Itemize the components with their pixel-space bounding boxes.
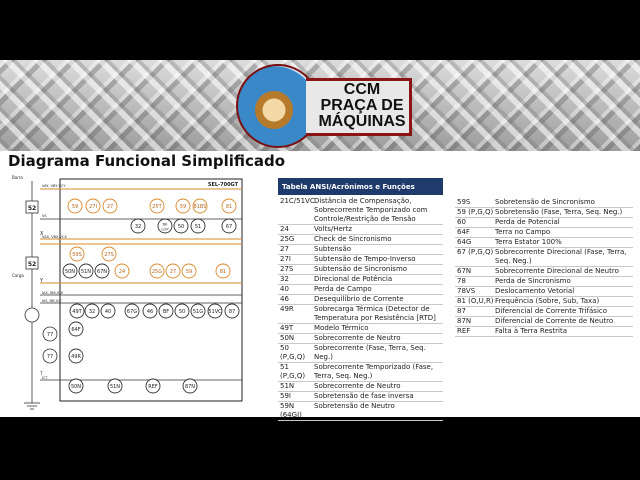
page-title: Diagrama Funcional Simplificado (8, 152, 286, 170)
svg-text:40: 40 (104, 309, 112, 315)
signal-note: IAX, IBX,ICX (42, 291, 63, 295)
ansi-description: Sobrecorrente Temporizado (Fase, Terra, Seq. Neg.) (314, 363, 434, 380)
svg-text:50: 50 (177, 224, 185, 230)
ansi-code: 25G (280, 235, 295, 243)
ansi-table-left (278, 197, 443, 421)
svg-text:49T: 49T (72, 309, 82, 315)
ansi-description: Subtensão de Tempo-Inverso (314, 255, 416, 263)
ansi-code: 67N (457, 267, 472, 275)
ansi-code: 51N (280, 382, 295, 390)
table-row (455, 267, 633, 277)
function-circle (103, 199, 117, 213)
ansi-description: Diferencial de Corrente de Neutro (495, 317, 614, 325)
table-row (278, 392, 443, 402)
ansi-description: Deslocamento Vetorial (495, 287, 575, 295)
function-circle (69, 349, 83, 363)
functional-diagram (10, 175, 246, 415)
table-row (455, 218, 633, 228)
ansi-description: Check de Sincronismo (314, 235, 392, 243)
table-row (455, 228, 633, 238)
ansi-code: 87N (457, 317, 472, 325)
logo-line-1: CCM (343, 81, 381, 98)
svg-text:59: 59 (71, 204, 79, 210)
function-circle (63, 264, 77, 278)
svg-text:67: 67 (225, 224, 233, 230)
function-circle (222, 199, 236, 213)
svg-text:51VC: 51VC (208, 309, 222, 315)
signal-note: ICT (42, 376, 48, 380)
svg-text:27I: 27I (89, 204, 97, 210)
table-row (278, 295, 443, 305)
svg-text:51N: 51N (80, 269, 92, 275)
rtd-label: 77 (46, 354, 54, 360)
table-row (278, 324, 443, 334)
ansi-description: Terra Estator 100% (495, 238, 562, 246)
ansi-description: Frequência (Sobre, Sub, Taxa) (495, 297, 600, 305)
function-circle (146, 379, 160, 393)
ansi-code: REF (457, 327, 471, 335)
function-circle (125, 304, 139, 318)
ansi-code: 24 (280, 225, 289, 233)
table-row (278, 305, 443, 324)
svg-text:51: 51 (194, 224, 202, 230)
svg-text:81: 81 (225, 204, 233, 210)
svg-text:LOP: LOP (161, 226, 169, 232)
function-circle (191, 304, 205, 318)
table-row (455, 317, 633, 327)
table-header: Tabela ANSI/Acrônimos e Funções (278, 178, 443, 195)
svg-text:67G: 67G (126, 309, 138, 315)
ansi-code: 46 (280, 295, 289, 303)
ansi-description: Distância de Compensação, Sobrecorrente Temporizado com Controle/Restrição de Tensão (314, 197, 428, 223)
ansi-code: 27I (280, 255, 291, 263)
function-circle (68, 199, 82, 213)
table-row (455, 287, 633, 297)
svg-text:BF: BF (162, 309, 170, 315)
function-circle (69, 379, 83, 393)
ansi-description: Diferencial de Corrente Trifásico (495, 307, 608, 315)
ansi-code: 67 (P,G,Q) (457, 248, 494, 256)
relay-name: SEL-700GT (207, 182, 238, 188)
table-row (455, 327, 633, 337)
svg-text:REF: REF (148, 384, 158, 390)
function-circle (85, 304, 99, 318)
ansi-description: Sobrecorrente Direcional de Neutro (495, 267, 619, 275)
ansi-description: Subtensão (314, 245, 352, 253)
ansi-code: 59S (457, 198, 471, 206)
ansi-code: 32 (280, 275, 289, 283)
function-circle (175, 304, 189, 318)
table-row (278, 363, 443, 382)
function-circle (131, 219, 145, 233)
svg-text:27: 27 (169, 269, 177, 275)
ansi-code: 27S (280, 265, 294, 273)
function-circle (115, 264, 129, 278)
function-circle (176, 199, 190, 213)
ansi-description: Sobretensão (Fase, Terra, Seq. Neg.) (495, 208, 623, 216)
svg-text:46: 46 (146, 309, 154, 315)
table-row (278, 225, 443, 235)
table-row (278, 334, 443, 344)
ansi-code: 87 (457, 307, 466, 315)
logo-line-2: PRAÇA DE (320, 97, 404, 114)
ansi-description: Sobrecorrente (Fase, Terra, Seq. Neg.) (314, 344, 426, 361)
ansi-code: 50 (P,G,Q) (280, 344, 306, 361)
table-row (455, 307, 633, 317)
ansi-code: 78 (457, 277, 466, 285)
signal-note: IAY, IBY,ICY (42, 299, 62, 303)
ansi-code: 64G (457, 238, 472, 246)
function-circle (102, 247, 116, 261)
table-row (278, 275, 443, 285)
table-row (455, 297, 633, 307)
ansi-description: Terra no Campo (495, 228, 551, 236)
svg-text:50N: 50N (64, 269, 76, 275)
ansi-code: 40 (280, 285, 289, 293)
ansi-description: Modelo Térmico (314, 324, 369, 332)
function-circle (216, 264, 230, 278)
function-circle (182, 264, 196, 278)
function-circle (70, 304, 84, 318)
ansi-description: Sobretensão de fase inversa (314, 392, 414, 400)
ansi-code: 59I (280, 392, 291, 400)
table-row (278, 245, 443, 255)
ansi-code: 64F (457, 228, 470, 236)
svg-text:27S: 27S (104, 252, 114, 258)
function-circle (79, 264, 93, 278)
bus-label: Barra (12, 175, 23, 180)
function-circle (159, 304, 173, 318)
table-row (278, 285, 443, 295)
ansi-code: 49R (280, 305, 294, 313)
svg-text:60: 60 (162, 221, 168, 227)
table-row (455, 208, 633, 218)
function-circle (86, 199, 100, 213)
ansi-code: 21C/51VC (280, 197, 315, 205)
table-row (455, 198, 633, 208)
function-circle (143, 304, 157, 318)
ansi-description: Volts/Hertz (314, 225, 353, 233)
ansi-code: 60 (457, 218, 466, 226)
ansi-description: Perda de Campo (314, 285, 372, 293)
ansi-description: Direcional de Potência (314, 275, 393, 283)
ansi-description: Perda de Potencial (495, 218, 560, 226)
function-circle (222, 219, 236, 233)
function-circle (208, 304, 222, 318)
svg-text:81: 81 (219, 269, 227, 275)
table-row (278, 402, 443, 421)
svg-text:81BS: 81BS (193, 204, 207, 210)
ansi-code: 49T (280, 324, 294, 332)
signal-note: VAY, VBY,VCY (42, 184, 66, 188)
function-circle (70, 247, 84, 261)
svg-text:25T: 25T (152, 204, 162, 210)
table-row (278, 255, 443, 265)
ansi-code: 51 (P,G,Q) (280, 363, 306, 380)
ansi-description: Sobretensão de Sincronismo (495, 198, 595, 206)
function-circle (158, 219, 172, 233)
breaker-label: 52 (27, 261, 37, 268)
ansi-description: Sobrecorrente de Neutro (314, 382, 401, 390)
svg-text:87: 87 (228, 309, 236, 315)
signal-note: VAX, VBX,VCX (42, 235, 67, 239)
function-circle (174, 219, 188, 233)
function-circle (101, 304, 115, 318)
ansi-description: Sobrecorrente de Neutro (314, 334, 401, 342)
node-label: T (40, 371, 43, 376)
svg-text:50N: 50N (70, 384, 82, 390)
ansi-code: 59N (64GI) (280, 402, 302, 419)
function-circle (193, 199, 207, 213)
ansi-code: 59 (P,G,Q) (457, 208, 494, 216)
ansi-description: Sobrecarga Térmica (Detector de Temperatura por Resistência [RTD] (314, 305, 436, 322)
logo-line-3: MÁQUINAS (318, 113, 406, 130)
ansi-code: 50N (280, 334, 295, 342)
breaker-label: 52 (27, 205, 37, 212)
function-circle (150, 199, 164, 213)
ansi-description: Desequilíbrio de Corrente (314, 295, 404, 303)
table-row (278, 197, 443, 225)
ansi-description: Perda de Sincronismo (495, 277, 571, 285)
function-circle (150, 264, 164, 278)
svg-text:59: 59 (179, 204, 187, 210)
function-circle (95, 264, 109, 278)
table-row (455, 277, 633, 287)
function-circle (69, 322, 83, 336)
svg-text:25G: 25G (151, 269, 163, 275)
ansi-table-right (455, 198, 633, 337)
header-banner (0, 60, 640, 151)
ansi-code: 27 (280, 245, 289, 253)
ansi-description: Subtensão de Sincronismo (314, 265, 408, 273)
signal-note: VS (42, 214, 47, 218)
slide-content (0, 151, 640, 417)
svg-text:64F: 64F (71, 327, 81, 333)
rtd-label: 77 (46, 332, 54, 338)
svg-text:49R: 49R (71, 354, 81, 360)
function-circle (183, 379, 197, 393)
svg-text:51N: 51N (109, 384, 121, 390)
table-row (278, 265, 443, 275)
svg-text:67N: 67N (96, 269, 108, 275)
function-circle (166, 264, 180, 278)
ansi-description: Sobretensão de Neutro (314, 402, 395, 410)
function-circle (191, 219, 205, 233)
svg-text:51G: 51G (192, 309, 204, 315)
ansi-description: Sobrecorrente Direcional (Fase, Terra, Seq. Neg.) (495, 248, 627, 265)
table-row (278, 235, 443, 245)
svg-text:24: 24 (118, 269, 126, 275)
ansi-code: 78VS (457, 287, 476, 295)
ansi-code: 81 (O,U,R) (457, 297, 494, 305)
svg-text:32: 32 (134, 224, 142, 230)
svg-text:32: 32 (88, 309, 96, 315)
ansi-description: Falta à Terra Restrita (495, 327, 568, 335)
load-label: Carga (12, 273, 24, 278)
table-row (278, 382, 443, 392)
svg-text:87N: 87N (184, 384, 196, 390)
function-circle (225, 304, 239, 318)
table-row (278, 344, 443, 363)
node-label: X (40, 231, 44, 237)
svg-text:59S: 59S (72, 252, 82, 258)
table-row (455, 238, 633, 248)
function-circle (108, 379, 122, 393)
svg-text:59: 59 (185, 269, 193, 275)
svg-text:50: 50 (178, 309, 186, 315)
svg-text:27: 27 (106, 204, 114, 210)
node-label: Y (40, 278, 44, 284)
table-row (455, 248, 633, 267)
